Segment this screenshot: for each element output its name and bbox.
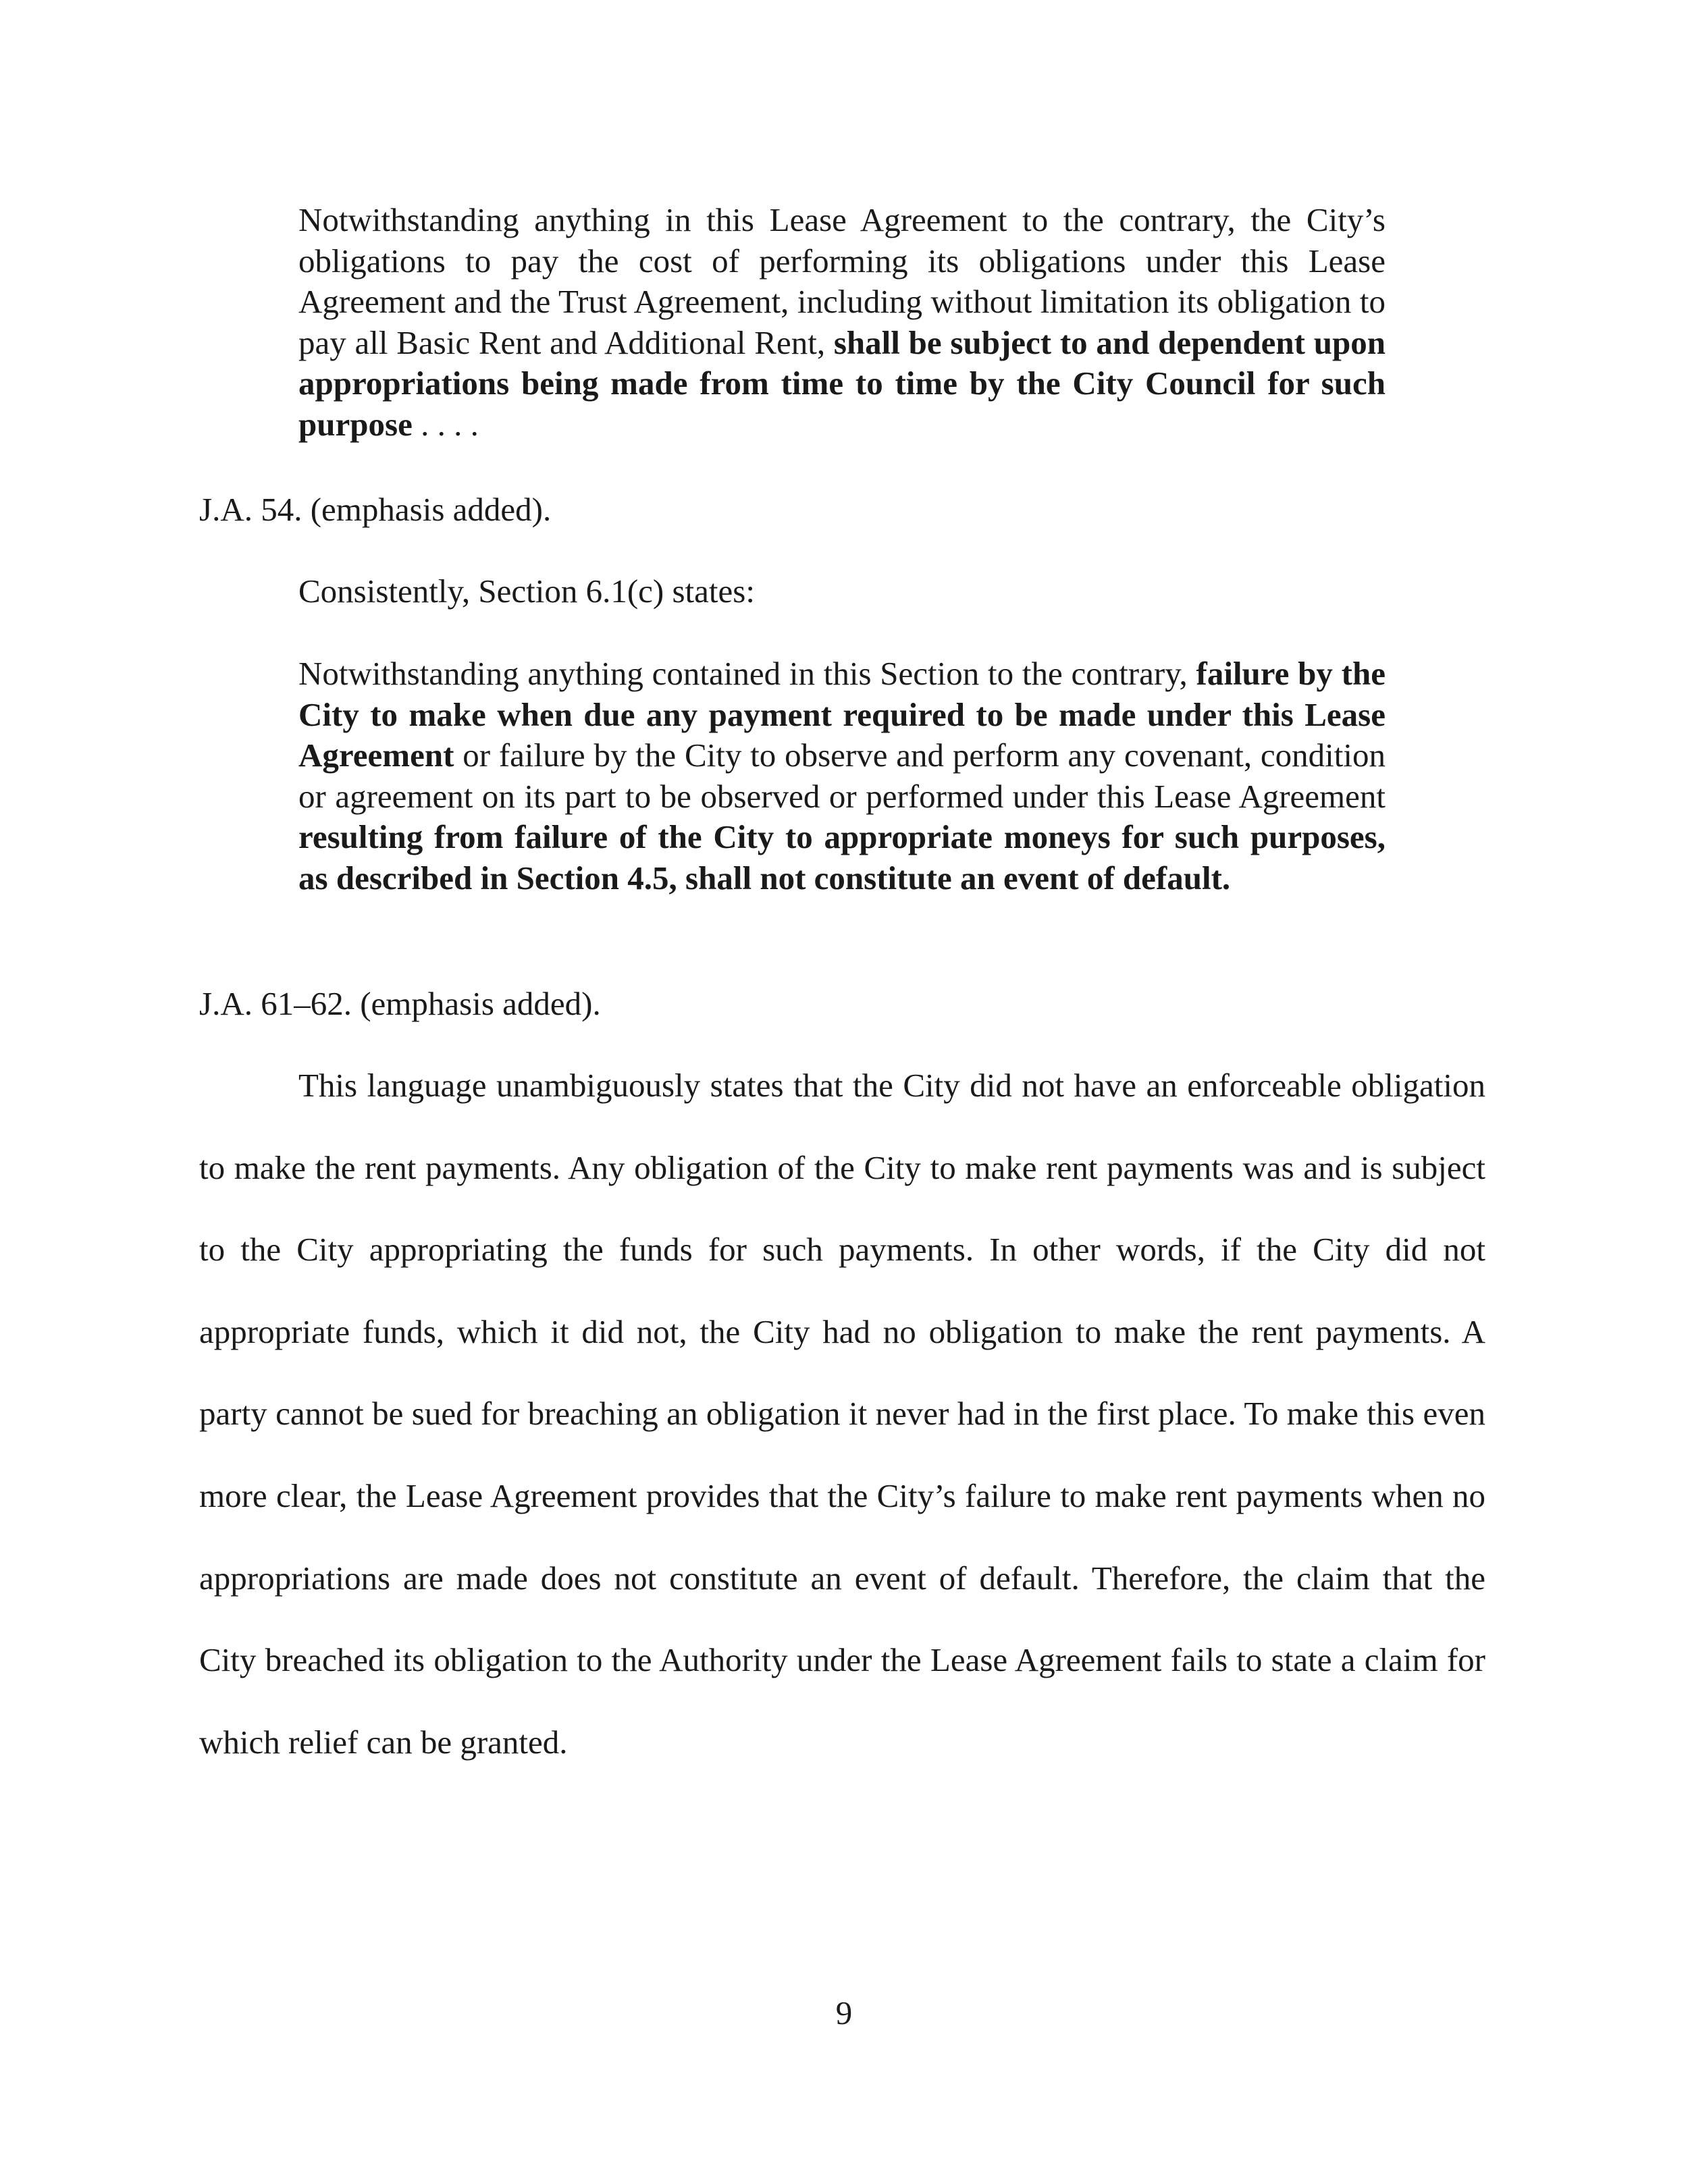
quote2-emphasized-text-1: failure by the City to make when due any payment required to be made under this Lease Agreement <box>298 655 1386 774</box>
citation-ja-54: J.A. 54. (emphasis added). <box>199 491 552 528</box>
block-quote-section-6-1c <box>298 654 1386 899</box>
quote2-plain-text-1: Notwithstanding anything contained in this Section to the contrary, <box>298 655 1196 692</box>
page-number: 9 <box>835 1994 853 2031</box>
quote2-plain-text-2: or failure by the City to observe and perform any covenant, condition or agreement on its part to be observed or performed under this Lease Agreement <box>298 737 1386 815</box>
block-quote-lease-4-5 <box>298 200 1386 446</box>
quote1-ellipsis: . . . . <box>412 405 479 443</box>
citation-ja-61-62: J.A. 61–62. (emphasis added). <box>199 985 601 1022</box>
body-paragraph: This language unambiguously states that the City did not have an enforceable obligation to make the rent payments. Any obligation of the City to make rent payments was and is subject to the City appropriating the funds for such payments. In other words, if the City did not appropriate funds, which it did not, the City had no obligation to make the rent payments. A party cannot be sued for breaching an obligation it never had in the first place. To make this even more clear, the Lease Agreement provides that the City’s failure to make rent payments when no appropriations are made does not constitute an event of default. Therefore, the claim that the City breached its obligation to the Authority under the Lease Agreement fails to state a claim for which relief can be granted. <box>199 1067 1485 1761</box>
quote2-emphasized-text-2: resulting from failure of the City to appropriate moneys for such purposes, as described in Section 4.5, shall not constitute an event of default. <box>298 818 1386 897</box>
quote1-emphasized-text: shall be subject to and dependent upon appropriations being made from time to time by the City Council for such purpose <box>298 323 1386 443</box>
quote1-plain-text: Notwithstanding anything in this Lease Agreement to the contrary, the City’s obligations to pay the cost of performing its obligations under this Lease Agreement and the Trust Agreement, including without limitation its obligation to pay all Basic Rent and Additional Rent, <box>298 201 1386 361</box>
section-intro-6-1c: Consistently, Section 6.1(c) states: <box>298 572 755 610</box>
